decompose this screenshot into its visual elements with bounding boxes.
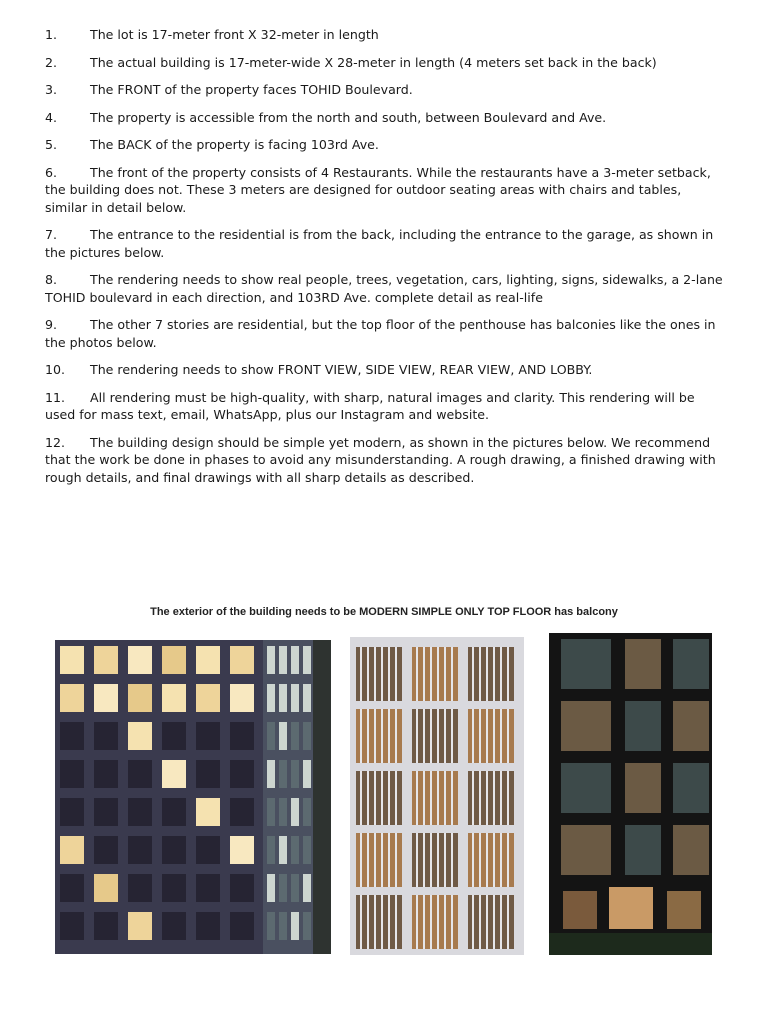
louver [367,709,369,763]
requirement-item [45,81,725,99]
photo-grid-tower [55,640,331,954]
window [60,684,84,712]
louver [444,895,446,949]
window [673,763,709,813]
louver [500,895,502,949]
louver [437,647,439,701]
requirement-number: 8. [45,272,58,287]
window [162,874,186,902]
window [673,825,709,875]
louver [493,895,495,949]
window [60,798,84,826]
window [162,722,186,750]
window [94,722,118,750]
louver [395,771,397,825]
window [128,912,152,940]
window [230,912,254,940]
requirement-text: The front of the property consists of 4 Restaurants. While the restaurants have a 3-meter setback, the building does not. These 3 meters are designed for outdoor seating areas with chairs and tables, similar in detail below. [45,164,711,215]
louver [451,709,453,763]
window [267,684,275,712]
lobby-window [609,887,653,929]
louver [388,833,390,887]
window [128,760,152,788]
window [673,639,709,689]
louver [395,833,397,887]
louver [374,833,376,887]
requirement-item [45,361,725,379]
louver [444,709,446,763]
image-caption: The exterior of the building needs to be MODERN SIMPLE ONLY TOP FLOOR has balcony [150,606,618,618]
louver [507,771,509,825]
window [60,912,84,940]
louver [416,895,418,949]
window [561,825,611,875]
louver [479,833,481,887]
window [303,760,311,788]
window [625,701,661,751]
louver [430,709,432,763]
louver [374,895,376,949]
louver [374,647,376,701]
louver [472,895,474,949]
requirement-item [45,226,725,261]
window [291,798,299,826]
requirement-item [45,26,725,44]
window [303,684,311,712]
louver [416,833,418,887]
louver [507,709,509,763]
louver [388,647,390,701]
window [162,798,186,826]
louver [374,709,376,763]
requirement-number: 4. [45,109,58,125]
louver [451,895,453,949]
photo-balcony-facade [350,637,524,955]
requirement-number: 7. [45,227,58,242]
window [94,798,118,826]
window [128,874,152,902]
window [60,760,84,788]
window [94,912,118,940]
window [60,646,84,674]
window [196,798,220,826]
window [60,874,84,902]
louver [437,709,439,763]
window [667,891,701,929]
photo-dark-facade [549,633,712,955]
louver [472,709,474,763]
louver [479,771,481,825]
window [279,722,287,750]
window [563,891,597,929]
window [128,798,152,826]
louver [472,771,474,825]
window [291,684,299,712]
window [267,722,275,750]
window [267,798,275,826]
louver [360,771,362,825]
window [230,798,254,826]
louver [486,895,488,949]
window [291,836,299,864]
louver [430,833,432,887]
louver [486,771,488,825]
louver [500,647,502,701]
window [230,646,254,674]
louver [500,833,502,887]
window [196,646,220,674]
window [673,701,709,751]
window [279,798,287,826]
window [94,874,118,902]
louver [451,833,453,887]
louver [472,647,474,701]
louver [360,833,362,887]
window [94,646,118,674]
window [625,763,661,813]
louver [479,895,481,949]
requirement-number: 1. [45,27,58,42]
requirement-text: The rendering needs to show real people, trees, vegetation, cars, lighting, signs, sidewalks, a 2-lane TOHID boulevard in each direction, and 103RD Ave. complete detail as real-life [45,272,723,305]
louver [423,895,425,949]
window [230,684,254,712]
requirement-text: The building design should be simple yet modern, as shown in the pictures below. We recommend that the work be done in phases to avoid any misunderstanding. A rough drawing, a finished drawing with rough details, and final drawings with all sharp details as described. [45,434,716,485]
window [267,874,275,902]
window [196,760,220,788]
window [128,722,152,750]
window [162,836,186,864]
louver [444,647,446,701]
requirement-item [45,136,725,154]
louver [423,771,425,825]
louver [395,709,397,763]
window [94,684,118,712]
window [230,722,254,750]
window [561,763,611,813]
louver [493,771,495,825]
louver [367,771,369,825]
window [267,646,275,674]
window [303,836,311,864]
window [128,646,152,674]
louver [479,709,481,763]
louver [381,647,383,701]
requirement-text: The other 7 stories are residential, but the top floor of the penthouse has balconies like the ones in the photos below. [45,317,716,350]
louver [472,833,474,887]
window [60,836,84,864]
louver [451,647,453,701]
louver [367,647,369,701]
requirement-number: 3. [45,82,58,97]
requirement-text: The actual building is 17-meter-wide X 28-meter in length (4 meters set back in the back) [90,54,657,70]
louver [437,833,439,887]
louver [430,647,432,701]
louver [493,709,495,763]
window [128,684,152,712]
window [267,912,275,940]
louver [500,709,502,763]
louver [423,709,425,763]
louver [444,771,446,825]
louver [507,647,509,701]
requirement-number: 2. [45,54,58,70]
louver [423,833,425,887]
louver [486,709,488,763]
requirement-text: The FRONT of the property faces TOHID Boulevard. [90,82,413,97]
window [230,760,254,788]
window [162,760,186,788]
window [279,836,287,864]
louver [388,771,390,825]
requirement-number: 5. [45,137,58,152]
window [303,646,311,674]
window [561,639,611,689]
requirement-item [45,434,725,487]
louver [437,771,439,825]
louver [388,709,390,763]
window [196,912,220,940]
window [303,874,311,902]
requirement-text: The entrance to the residential is from the back, including the entrance to the garage, as shown in the pictures below. [45,227,714,260]
louver [360,647,362,701]
window [267,760,275,788]
window [162,684,186,712]
requirement-item [45,316,725,351]
window [303,798,311,826]
window [291,760,299,788]
window [279,874,287,902]
louver [367,833,369,887]
window [162,912,186,940]
requirement-text: The property is accessible from the north and south, between Boulevard and Ave. [90,109,607,125]
louver [416,709,418,763]
requirement-number: 12. [45,434,66,450]
window [230,836,254,864]
window [196,722,220,750]
louver [388,895,390,949]
louver [374,771,376,825]
louver [507,833,509,887]
window [279,760,287,788]
requirement-item [45,54,725,72]
window [303,912,311,940]
requirement-text: The rendering needs to show FRONT VIEW, SIDE VIEW, REAR VIEW, AND LOBBY. [90,362,593,377]
requirement-item [45,389,725,424]
window [267,836,275,864]
louver [486,833,488,887]
louver [486,647,488,701]
louver [444,833,446,887]
louver [437,895,439,949]
window [196,874,220,902]
louver [451,771,453,825]
window [279,912,287,940]
requirement-number: 9. [45,317,58,332]
window [60,722,84,750]
louver [381,895,383,949]
louver [430,895,432,949]
window [128,836,152,864]
louver [416,647,418,701]
requirement-number: 10. [45,362,66,377]
window [279,684,287,712]
window [94,760,118,788]
louver [360,709,362,763]
louver [360,895,362,949]
window [94,836,118,864]
louver [381,833,383,887]
window [196,836,220,864]
louver [493,647,495,701]
louver [395,895,397,949]
louver [500,771,502,825]
louver [493,833,495,887]
requirement-item [45,164,725,217]
window [279,646,287,674]
window [230,874,254,902]
requirement-text: All rendering must be high-quality, with sharp, natural images and clarity. This rendering will be used for mass text, email, WhatsApp, plus our Instagram and website. [45,389,695,422]
window [561,701,611,751]
louver [381,771,383,825]
window [303,722,311,750]
requirement-number: 11. [45,389,66,405]
window [625,639,661,689]
window [162,646,186,674]
requirement-item [45,271,725,306]
requirement-number: 6. [45,164,58,180]
louver [423,647,425,701]
louver [507,895,509,949]
louver [430,771,432,825]
window [625,825,661,875]
louver [479,647,481,701]
window [291,874,299,902]
louver [395,647,397,701]
requirement-text: The BACK of the property is facing 103rd Ave. [90,137,379,152]
requirement-item [45,109,725,127]
requirements-list [45,26,725,496]
window [291,722,299,750]
louver [367,895,369,949]
louver [381,709,383,763]
requirement-text: The lot is 17-meter front X 32-meter in length [90,27,379,42]
window [291,646,299,674]
window [196,684,220,712]
window [291,912,299,940]
louver [416,771,418,825]
